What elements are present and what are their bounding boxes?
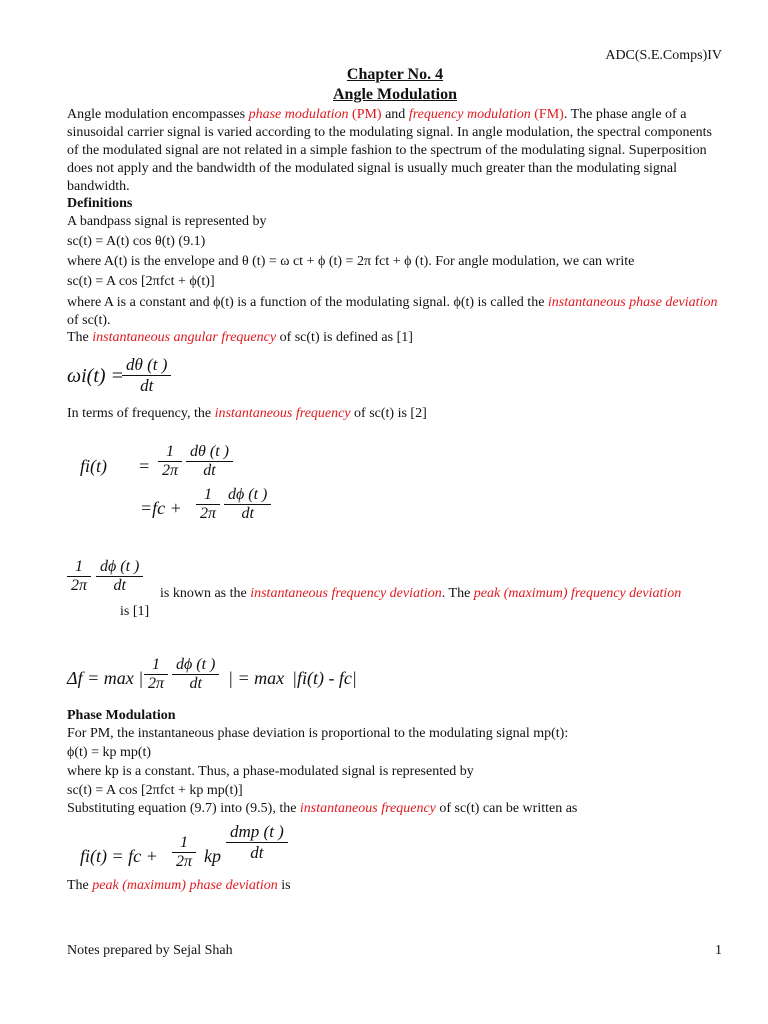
fi-eq-frac-4-num: dϕ (t ) xyxy=(228,486,268,503)
def-line-6-mid: . The xyxy=(441,586,474,601)
pm-eq-lhs: fi(t) = fc + xyxy=(80,846,158,866)
fi-eq-frac-4 xyxy=(224,486,271,523)
def-line-5-text: In terms of frequency, the xyxy=(67,406,215,421)
pm-eq-frac-2-den: dt xyxy=(226,842,288,863)
fi-eq-frac-2-num: dθ (t ) xyxy=(190,443,229,460)
pm-eq-1: ϕ(t) = kp mp(t) xyxy=(67,745,152,760)
footer-author: Notes prepared by Sejal Shah xyxy=(67,943,233,958)
delta-eq-frac-1-num: 1 xyxy=(152,656,160,673)
term-instantaneous-phase-deviation: instantaneous phase deviation xyxy=(547,295,718,310)
fi-eq-frac-2 xyxy=(186,443,233,480)
pm-line-4-end: is xyxy=(277,878,291,893)
fi-eq-frac-1-num: 1 xyxy=(166,443,174,460)
pm-line-2: where kp is a constant. Thus, a phase-modulated signal is represented by xyxy=(67,764,474,779)
fi-eq-frac-1 xyxy=(158,443,182,480)
fi-eq-equals: = xyxy=(138,456,151,476)
delta-eq-frac-2-den: dt xyxy=(172,674,219,693)
abbr-fm: (FM) xyxy=(530,107,564,122)
term-peak-phase-deviation: peak (maximum) phase deviation xyxy=(92,878,278,893)
dev-frac-1-num: 1 xyxy=(75,558,83,575)
fi-eq-frac-3 xyxy=(196,486,220,523)
omega-eq-lhs: ωi(t) = xyxy=(67,365,125,387)
pm-line-3 xyxy=(67,801,577,817)
def-line-6-end: is [1] xyxy=(120,604,150,619)
fi-eq-fc-plus: =fc + xyxy=(140,498,182,518)
def-line-6 xyxy=(160,586,768,602)
def-line-3-text: where A is a constant and ϕ(t) is a function of the modulating signal. ϕ(t) is called the xyxy=(67,295,548,310)
omega-eq-fraction xyxy=(122,355,171,396)
term-instantaneous-frequency-deviation: instantaneous frequency deviation xyxy=(250,586,442,601)
intro-text: Angle modulation encompasses xyxy=(67,107,249,122)
pm-line-1: For PM, the instantaneous phase deviation is proportional to the modulating signal mp(t): xyxy=(67,726,569,741)
def-line-6-text: is known as the xyxy=(160,586,251,601)
def-eq-2: sc(t) = A cos [2πfct + ϕ(t)] xyxy=(67,274,215,289)
footer-page-number: 1 xyxy=(715,943,722,958)
delta-eq-rhs: |fi(t) - fc| xyxy=(292,668,357,688)
intro-text-2: . The phase angle of a sinusoidal carrier signal is varied according to the modulating signal. In angle modulation, the spectral components of the modulated signal are not related in a simple fashion to the spectrum of the modulating signal. Superposition does not apply and the bandwidth of the modulated signal is usually much greater than the modulating signal bandwidth. xyxy=(67,107,712,194)
delta-eq-frac-2-num: dϕ (t ) xyxy=(176,656,216,673)
intro-paragraph xyxy=(67,106,727,196)
def-eq-1: sc(t) = A(t) cos θ(t) (9.1) xyxy=(67,234,206,249)
delta-eq-frac-1-den: 2π xyxy=(144,674,168,693)
dev-frac-2 xyxy=(96,558,143,595)
def-line-2: where A(t) is the envelope and θ (t) = ω ct + ϕ (t) = 2π fct + ϕ (t). For angle modulation, we can write xyxy=(67,254,635,269)
chapter-topic: Angle Modulation xyxy=(332,86,457,103)
pm-line-3-end: of sc(t) can be written as xyxy=(435,801,578,816)
pm-eq-kp: kp xyxy=(204,846,221,866)
running-header: ADC(S.E.Comps)IV xyxy=(605,48,722,63)
pm-eq-frac-1-den: 2π xyxy=(172,852,196,871)
def-line-5 xyxy=(67,406,427,422)
pm-eq-frac-1-num: 1 xyxy=(180,834,188,851)
fi-eq-lhs: fi(t) xyxy=(80,456,107,476)
term-instantaneous-frequency: instantaneous frequency xyxy=(214,406,351,421)
pm-line-4-text: The xyxy=(67,878,93,893)
def-line-4-end: of sc(t) is defined as [1] xyxy=(276,330,413,345)
delta-eq-frac-2 xyxy=(172,656,219,693)
fi-eq-frac-2-den: dt xyxy=(186,461,233,480)
dev-frac-2-num: dϕ (t ) xyxy=(100,558,140,575)
term-phase-modulation: phase modulation xyxy=(248,107,349,122)
omega-eq-den: dt xyxy=(122,375,171,396)
term-instantaneous-angular-frequency: instantaneous angular frequency xyxy=(92,330,277,345)
pm-eq-frac-1 xyxy=(172,834,196,871)
dev-frac-2-den: dt xyxy=(96,576,143,595)
intro-and: and xyxy=(381,107,409,122)
term-instantaneous-frequency-2: instantaneous frequency xyxy=(299,801,436,816)
fi-eq-frac-1-den: 2π xyxy=(158,461,182,480)
pm-line-3-text: Substituting equation (9.7) into (9.5), the xyxy=(67,801,300,816)
omega-eq-num: dθ (t ) xyxy=(126,355,168,374)
chapter-title: Chapter No. 4 xyxy=(346,66,444,83)
pm-eq-frac-2 xyxy=(226,822,288,863)
def-line-4-text: The xyxy=(67,330,93,345)
fi-eq-frac-3-den: 2π xyxy=(196,504,220,523)
pm-line-4 xyxy=(67,878,291,894)
term-frequency-modulation: frequency modulation xyxy=(408,107,531,122)
term-peak-frequency-deviation: peak (maximum) frequency deviation xyxy=(473,586,682,601)
def-line-3 xyxy=(67,294,727,330)
delta-eq-frac-1 xyxy=(144,656,168,693)
fi-eq-frac-4-den: dt xyxy=(224,504,271,523)
pm-heading: Phase Modulation xyxy=(67,708,176,723)
dev-frac-1 xyxy=(67,558,91,595)
delta-eq-mid: | = max xyxy=(228,668,285,688)
def-line-3-end: of sc(t). xyxy=(67,313,111,328)
dev-frac-1-den: 2π xyxy=(67,576,91,595)
abbr-pm: (PM) xyxy=(348,107,382,122)
delta-eq-lhs: Δf = max | xyxy=(67,668,144,688)
fi-eq-frac-3-num: 1 xyxy=(204,486,212,503)
definitions-heading: Definitions xyxy=(67,196,133,211)
def-line-1: A bandpass signal is represented by xyxy=(67,214,267,229)
pm-eq-2: sc(t) = A cos [2πfct + kp mp(t)] xyxy=(67,783,243,798)
pm-eq-frac-2-num: dmp (t ) xyxy=(230,822,284,841)
def-line-5-end: of sc(t) is [2] xyxy=(350,406,427,421)
def-line-4 xyxy=(67,330,413,346)
